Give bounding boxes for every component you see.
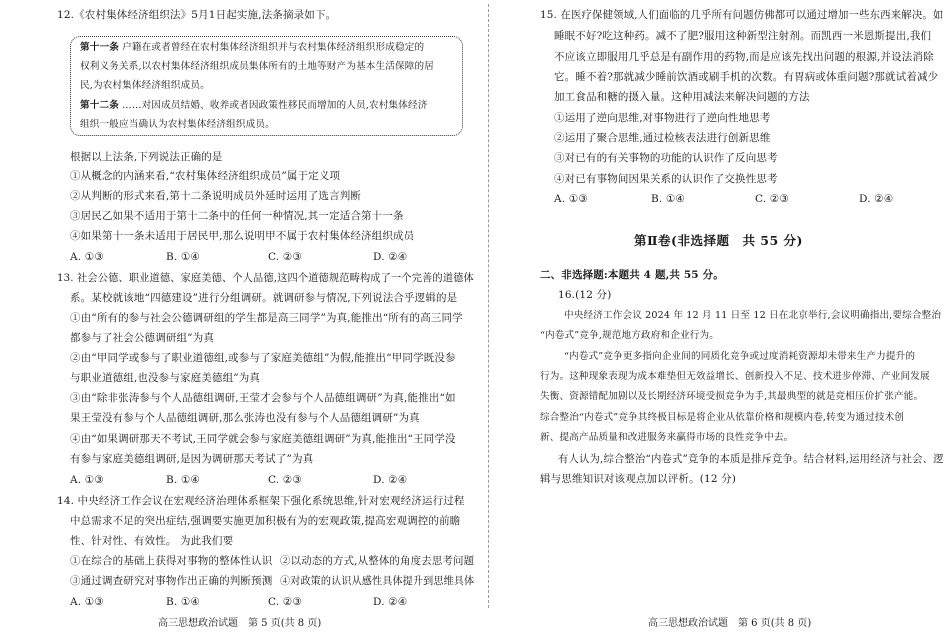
article-11-line1 <box>80 41 424 55</box>
q13-line-4: 都参与了社会公德调研组”为真 <box>70 332 214 344</box>
q12-question: 根据以上法条,下列说法正确的是 <box>70 151 223 163</box>
q15-option-2: ②运用了聚合思维,通过检核表法进行创新思维 <box>554 132 771 144</box>
q14-choice-c: C. ②③ <box>268 596 302 608</box>
q13-line-3: ①由“所有的参与社会公德调研组的学生都是高三同学”为真,能推出“所有的高三同学 <box>70 312 463 324</box>
q15-choice-c: C. ②③ <box>755 193 789 205</box>
q14-choice-d: D. ②④ <box>373 596 408 608</box>
article-11-line2: 权利义务关系,以农村集体经济组织成员集体所有的土地等财产为基本生活保障的居 <box>80 61 434 72</box>
q13-choice-b: B. ①④ <box>166 474 200 486</box>
q15-line-3: 不应该立即服用几乎总是有副作用的药物,而是应该先找出问题的根源,并设法消除 <box>554 51 934 63</box>
q14-option-3: ③通过调查研究对事物作出正确的判断预测 <box>70 575 273 587</box>
page-footer-left: 高三思想政治试题 第 5 页(共 8 页) <box>158 618 322 629</box>
q13-choice-a: A. ①③ <box>70 474 104 486</box>
q15-choice-a: A. ①③ <box>554 193 588 205</box>
q14-choice-a: A. ①③ <box>70 596 104 608</box>
q12-option-1: ①从概念的内涵来看,“农村集体经济组织成员”属于定义项 <box>70 170 341 182</box>
article-11-title: 第十一条 <box>80 42 119 53</box>
article-12-title: 第十二条 <box>80 100 119 111</box>
q16-line-1: 中央经济工作会议 2024 年 12 月 11 日至 12 日在北京举行,会议明确指出,要综合整治 <box>564 310 942 321</box>
q13-line-9: ④由“如果调研那天不考试,王同学就会参与家庭美德组调研”为真,能推出“王同学没 <box>70 433 456 445</box>
q16-line-3: “内卷式”竞争更多指向企业间的同质化竞争或过度消耗资源却未带来生产力提升的 <box>564 351 916 362</box>
q16-line-4: 行为。这种现象表现为成本难垫但无效益增长、创新投入不足、技术进步停滞、产业间发展 <box>540 371 930 382</box>
q16-line-5: 失衡、资源错配加剧以及长期经济环境受损竞争为手,其最典型的就是竞相压价扩张产能。 <box>540 391 924 402</box>
q12-choice-b: B. ①④ <box>166 251 200 263</box>
article-11-text1: 户籍在或者曾经在农村集体经济组织并与农村集体经济组织形成稳定的 <box>118 42 425 53</box>
q13-line-5: ②由“甲同学或参与了职业道德组,或参与了家庭美德组”为假,能推出“甲同学既没参 <box>70 352 456 364</box>
q12-stem: 12.《农村集体经济组织法》5月1日起实施,法条摘录如下。 <box>57 9 337 21</box>
q13-line-7: ③由“除非张涛参与个人品德组调研,王莹才会参与个人品德组调研”为真,能推出“如 <box>70 392 456 404</box>
q14-option-2: ②以动态的方式,从整体的角度去思考问题 <box>280 555 475 567</box>
q14-option-4: ④对政策的认识从感性具体提升到思维具体 <box>280 575 475 587</box>
q13-line-2: 系。某校就该地“四德建设”进行分组调研。就调研参与情况,下列说法合乎逻辑的是 <box>70 292 458 304</box>
q12-choice-d: D. ②④ <box>373 251 408 263</box>
q15-option-1: ①运用了逆向思维,对事物进行了逆向性地思考 <box>554 112 771 124</box>
q12-option-4: ④如果第十一条未适用于居民甲,那么说明甲不属于农村集体经济组织成员 <box>70 230 415 242</box>
q14-line-2: 中总需求不足的突出症结,强调要实施更加积极有为的宏观政策,提高宏观调控的前瞻 <box>70 515 461 527</box>
q13-line-10: 有参与家庭美德组调研,是因为调研那天考试了”为真 <box>70 453 314 465</box>
q12-option-2: ②从判断的形式来看,第十二条说明成员外延时运用了选言判断 <box>70 190 362 202</box>
q16-line-6: 综合整治“内卷式”竞争其终极目标是将企业从依靠价格和规模内卷,转变为通过技术创 <box>540 412 905 423</box>
q15-line-2: 睡眠不好?吃这种药。减不了肥?服用这种新型注射剂。而凯西一米恩斯提出,我们 <box>554 30 932 42</box>
article-11-line3: 民,为农村集体经济组织成员。 <box>80 80 210 91</box>
q16-line-9: 辑与思维知识对该观点加以评析。(12 分) <box>540 473 737 485</box>
section-2-heading: 第Ⅱ卷(非选择题 共 55 分) <box>634 233 803 248</box>
q12-choice-a: A. ①③ <box>70 251 104 263</box>
q15-line-5: 加工食品和糖的摄入量。这种用减法来解决问题的方法 <box>554 91 810 103</box>
q13-line-8: 果王莹没有参与个人品德组调研,那么张涛也没有参与个人品德组调研”为真 <box>70 412 420 424</box>
q13-line-1: 13. 社会公德、职业道德、家庭美德、个人品德,这四个道德规范畴构成了一个完善的道德体 <box>57 272 474 284</box>
q14-line-1: 14. 中央经济工作会议在宏观经济治理体系框架下强化系统思维,针对宏观经济运行过程 <box>57 495 465 507</box>
right-page <box>496 0 950 638</box>
q15-option-4: ④对已有事物间因果关系的认识作了交换性思考 <box>554 173 778 185</box>
page-footer-right: 高三思想政治试题 第 6 页(共 8 页) <box>648 618 812 629</box>
article-12-text1: ……对因成员结婚、收养或者因政策性移民而增加的人员,农村集体经济 <box>118 100 428 111</box>
q12-choice-c: C. ②③ <box>268 251 302 263</box>
q13-choice-c: C. ②③ <box>268 474 302 486</box>
q15-choice-b: B. ①④ <box>651 193 685 205</box>
q14-line-3: 性、针对性、有效性。 为此我们要 <box>70 535 234 547</box>
q15-option-3: ③对已有的有关事物的功能的认识作了反向思考 <box>554 152 778 164</box>
q14-option-1: ①在综合的基础上获得对事物的整体性认识 <box>70 555 273 567</box>
q13-choice-d: D. ②④ <box>373 474 408 486</box>
q16-line-2: “内卷式”竞争,规范地方政府和企业行为。 <box>540 330 719 341</box>
q12-option-3: ③居民乙如果不适用于第十二条中的任何一种情况,其一定适合第十一条 <box>70 210 404 222</box>
q15-line-1: 15. 在医疗保健领域,人们面临的几乎所有问题仿佛都可以通过增加一些东西来解决。如 <box>540 9 944 21</box>
q14-choice-b: B. ①④ <box>166 596 200 608</box>
q16-line-7: 新、提高产品质量和改进服务来赢得市场的良性竞争中去。 <box>540 432 794 443</box>
q15-line-4: 它。睡不着?那就减少睡前饮酒或刷手机的次数。有胃病或体重问题?那就试着减少 <box>554 71 939 83</box>
q15-choice-d: D. ②④ <box>859 193 894 205</box>
article-12-line2: 组织一般应当确认为农村集体经济组织成员。 <box>80 119 275 130</box>
section-2-intro: 二、非选择题:本题共 4 题,共 55 分。 <box>540 269 724 281</box>
page-divider <box>488 4 489 608</box>
q13-line-6: 与职业道德组,也没参与家庭美德组”为真 <box>70 372 261 384</box>
article-12-line1 <box>80 99 427 113</box>
q16-line-8: 有人认为,综合整治“内卷式”竞争的本质是排斥竞争。结合材料,运用经济与社会、逻 <box>558 453 944 465</box>
q16-number: 16.(12 分) <box>558 289 612 301</box>
